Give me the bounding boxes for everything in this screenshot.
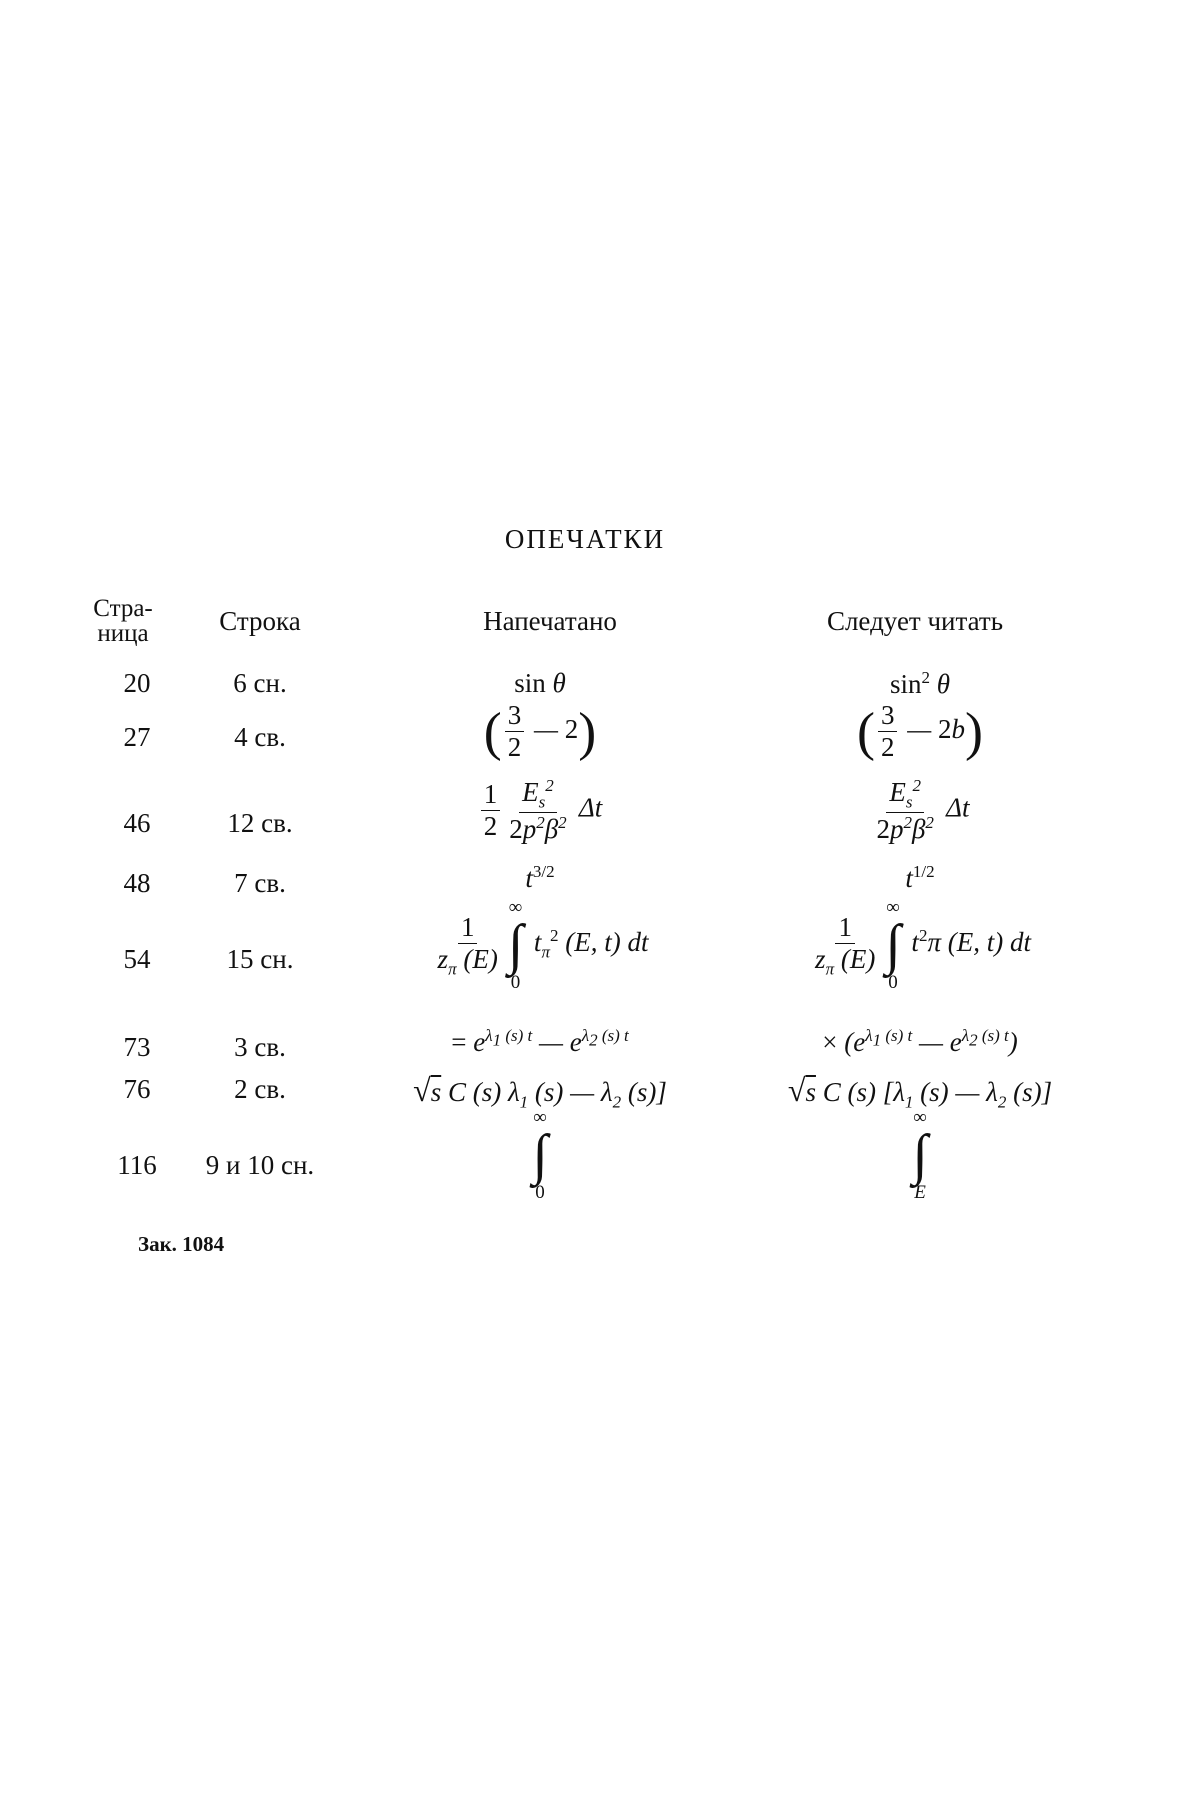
header-printed: Напечатано [483, 606, 617, 636]
row-line: 4 св. [234, 722, 286, 752]
row-correct-formula: √s C (s) [$\lambda_1$ (s) — $\lambda_2$ (s)] [787, 1072, 1053, 1112]
row-correct-formula: $\frac{1}{z_\pi (E)}$ ∞ ∫ 0 $t^2\pi$ (E, t) dt [815, 897, 1031, 993]
header-line: Строка [219, 606, 301, 636]
row-page: 76 [123, 1074, 151, 1104]
order-number: Зак. 1084 [138, 1232, 225, 1256]
row-printed-formula: ( $\frac{3}{2}$ — 2) [483, 700, 597, 763]
header-page: Стра- ница [93, 595, 153, 647]
row-line: 6 сн. [233, 668, 287, 698]
row-correct-formula: $t^{1/2}$ [905, 862, 935, 893]
row-page: 48 [123, 868, 151, 898]
row-printed-formula: sin θ [514, 668, 566, 698]
row-printed-formula: √s C (s) $\lambda_1$ (s) — $\lambda_2$ (s)] [413, 1072, 667, 1112]
row-printed-formula [360, 1108, 720, 1202]
row-correct-formula: × ($e^{\lambda_1 (s) t}$ — $e^{\lambda_2 (s) t}$) [822, 1026, 1018, 1057]
integral-icon: ∞ ∫ 0 [885, 897, 901, 993]
row-page: 27 [123, 722, 151, 752]
row-line: 2 св. [234, 1074, 286, 1104]
row-printed-formula: $t^{3/2}$ [525, 862, 555, 893]
row-page: 54 [123, 944, 151, 974]
row-printed-formula: $\frac{1}{z_\pi (E)}$ ∞ ∫ 0 $t_\pi^2$ (E, t) dt [437, 897, 649, 993]
row-line: 15 сн. [226, 944, 294, 974]
row-page: 73 [123, 1032, 151, 1062]
row-correct-formula: $\sin^2 \theta$ [889, 668, 951, 699]
row-page: 46 [123, 808, 151, 838]
integral-icon: ∞ ∫ E [912, 1107, 928, 1203]
page-title: ОПЕЧАТКИ [504, 524, 666, 554]
integral-icon: ∞ ∫ 0 [507, 897, 524, 993]
row-correct-formula: $\frac{E_s^2}{2p^2\beta^2}$ Δt [876, 776, 970, 844]
row-line: 9 и 10 сн. [205, 1150, 315, 1180]
row-correct-formula: ( $\frac{3}{2}$ — 2b) [857, 700, 983, 763]
row-line: 12 св. [227, 808, 293, 838]
row-printed-formula: = $e^{\lambda_1 (s) t}$ — $e^{\lambda_2 (s) t}$ [451, 1026, 629, 1057]
header-correct: Следует читать [826, 606, 1004, 636]
row-printed-formula: $\frac{1}{2}$ $\frac{E_s^2}{2p^2\beta^2}$ Δt [360, 776, 720, 845]
row-correct-formula [740, 1108, 1100, 1202]
row-line: 3 св. [234, 1032, 286, 1062]
row-line: 7 св. [234, 868, 286, 898]
integral-icon: ∞ ∫ 0 [532, 1107, 548, 1203]
row-page: 116 [117, 1150, 157, 1180]
row-page: 20 [123, 668, 151, 698]
